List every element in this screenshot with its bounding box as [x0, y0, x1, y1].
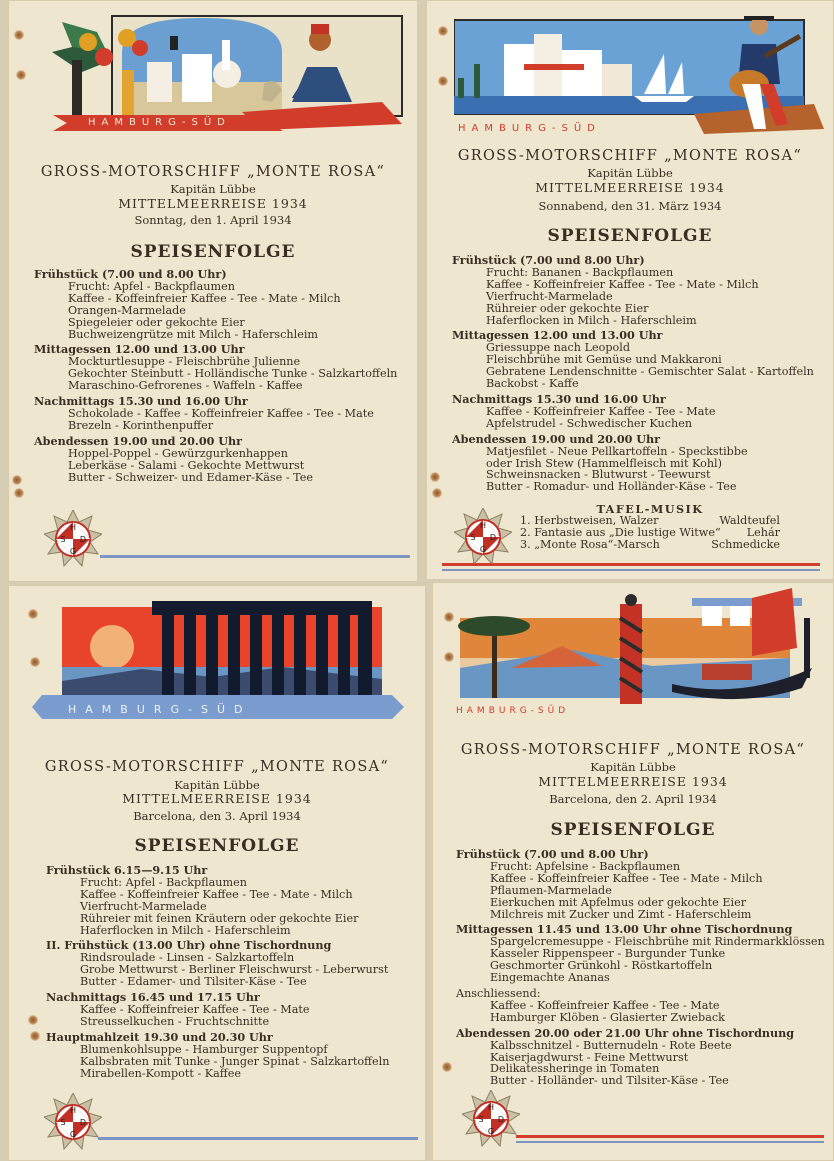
dish-line: Spiegeleier oder gekochte Eier [68, 315, 245, 329]
menu-list [46, 865, 389, 1083]
section-heading: Frühstück (7.00 und 8.00 Uhr) [34, 267, 227, 281]
dish-line: Kaffee - Koffeinfreier Kaffee - Tee - Mate [80, 1002, 310, 1016]
dish-line: oder Irish Stew (Hammelfleisch mit Kohl) [486, 456, 722, 470]
music-piece: 2. Fantasie aus „Die lustige Witwe“ [520, 526, 721, 539]
dish-line: Apfelstrudel - Schwedischer Kuchen [486, 416, 693, 430]
footer-rule [516, 1135, 824, 1138]
logo-letter-g: G [69, 547, 77, 556]
section-heading: Nachmittags 15.30 und 16.00 Uhr [34, 394, 248, 409]
dish-line: Vierfrucht-Marmelade [80, 899, 207, 913]
menu-title: SPEISENFOLGE [130, 242, 296, 262]
menu-section-lunch [456, 924, 825, 984]
dish-line: Kaffee - Koffeinfreier Kaffee - Tee - Mate - Milch [80, 887, 353, 901]
dish-line: Rühreier mit feinen Kräutern oder gekochte Eier [80, 911, 359, 925]
menu-section-afternoon [46, 992, 389, 1028]
section-heading: Hauptmahlzeit 19.30 und 20.30 Uhr [46, 1029, 273, 1044]
music-composer: Schmedicke [711, 538, 780, 551]
music-item [520, 539, 780, 551]
dish-line: Hamburger Klöben - Glasierter Zwieback [490, 1010, 725, 1024]
dish-line: Kalbsbraten mit Tunke - Junger Spinat - Salzkartoffeln [80, 1054, 390, 1068]
footer-rule [516, 1141, 824, 1143]
footer-rule [100, 555, 410, 558]
trip-title: MITTELMEERREISE 1934 [538, 774, 728, 789]
captain: Kapitän Lübbe [587, 166, 673, 180]
punch-hole [14, 30, 24, 40]
dish-line: Backobst - Kaffe [486, 377, 579, 391]
menu-date: Barcelona, den 3. April 1934 [133, 809, 301, 823]
punch-hole [430, 472, 440, 482]
dish-line: Rindsroulade - Linsen - Salzkartoffeln [80, 951, 295, 965]
dish-line: Brezeln - Korinthenpuffer [68, 418, 214, 432]
menu-title: SPEISENFOLGE [134, 836, 300, 856]
dish-line: Kaffee - Koffeinfreier Kaffee - Tee - Mate - Milch [68, 291, 341, 305]
dish-line: Kaffee - Koffeinfreier Kaffee - Tee - Mate [490, 998, 720, 1012]
dish-line: Haferflocken in Milch - Haferschleim [80, 923, 291, 937]
hsdg-star-logo [44, 1093, 102, 1151]
dish-line: Schweinsnacken - Blutwurst - Teewurst [486, 468, 711, 482]
menu-section-afternoon [452, 391, 814, 430]
dish-line: Kalbsschnitzel - Butternudeln - Rote Beete [490, 1038, 732, 1052]
menu-section-dinner [452, 431, 814, 494]
menu-date: Sonnabend, den 31. März 1934 [538, 199, 722, 213]
music-composer: Lehár [746, 526, 780, 539]
punch-hole [16, 70, 26, 80]
hsdg-star-logo [462, 1090, 520, 1148]
menu-section-afternoon [34, 396, 397, 432]
menu-section-lunch [34, 344, 397, 392]
menu-date: Sonntag, den 1. April 1934 [134, 213, 292, 227]
logo-letter-d: D [497, 1115, 505, 1124]
section-heading: Frühstück (7.00 und 8.00 Uhr) [456, 847, 649, 861]
menu-section-breakfast [452, 255, 814, 326]
dish-line: Kaffee - Koffeinfreier Kaffee - Tee - Mate - Milch [486, 277, 759, 291]
dish-line: Butter - Romadur- und Holländer-Käse - Tee [486, 480, 737, 494]
dish-line: Milchreis mit Zucker und Zimt - Haferschleim [490, 907, 752, 921]
brand-label: HAMBURG-SÜD [456, 706, 570, 716]
dish-line: Haferflocken in Milch - Haferschleim [486, 313, 697, 327]
dish-line: Grobe Mettwurst - Berliner Fleischwurst - Leberwurst [80, 963, 389, 977]
logo-letter-s: S [470, 533, 476, 542]
dish-line: Frucht: Bananen - Backpflaumen [486, 265, 674, 279]
trip-title: MITTELMEERREISE 1934 [535, 180, 725, 195]
dish-line: Gekochter Steinbutt - Holländische Tunke - Salzkartoffeln [68, 367, 398, 381]
logo-letter-d: D [489, 533, 497, 542]
menu-title: SPEISENFOLGE [547, 226, 713, 246]
dish-line: Spargelcremesuppe - Fleischbrühe mit Rindermarkklössen [490, 935, 825, 949]
punch-hole [30, 1031, 40, 1041]
dish-line: Orangen-Marmelade [68, 303, 186, 317]
menu-section-lunch [452, 330, 814, 390]
logo-letter-g: G [479, 545, 487, 554]
dish-line: Schokolade - Kaffee - Koffeinfreier Kaffee - Tee - Mate [68, 406, 374, 420]
punch-hole [14, 488, 24, 498]
section-heading: Abendessen 19.00 und 20.00 Uhr [34, 433, 243, 448]
section-heading: Mittagessen 11.45 und 13.00 Uhr ohne Tischordnung [456, 922, 793, 937]
hsdg-star-logo [454, 508, 512, 566]
logo-letter-s: S [478, 1115, 484, 1124]
menu-card-april-1 [8, 0, 418, 582]
ship-name: GROSS-MOTORSCHIFF „MONTE ROSA“ [457, 148, 803, 164]
menu-list [456, 849, 825, 1091]
menu-date: Barcelona, den 2. April 1934 [549, 792, 717, 806]
logo-letter-d: D [79, 1118, 87, 1127]
logo-letter-s: S [60, 1118, 66, 1127]
section-heading: Anschliessend: [456, 986, 541, 1000]
dish-line: Frucht: Apfelsine - Backpflaumen [490, 859, 681, 873]
dish-line: Eierkuchen mit Apfelmus oder gekochte Eier [490, 895, 747, 909]
section-heading: Frühstück 6.15—9.15 Uhr [46, 863, 208, 877]
trip-title: MITTELMEERREISE 1934 [122, 791, 312, 806]
menu-section-main-meal [46, 1029, 390, 1080]
logo-letter-h: H [479, 521, 487, 530]
punch-hole [438, 76, 448, 86]
dish-line: Maraschino-Gefrorenes - Waffeln - Kaffee [68, 379, 303, 393]
music-title: TAFEL-MUSIK [596, 502, 704, 516]
dish-line: Rühreier oder gekochte Eier [486, 301, 649, 315]
logo-letter-g: G [487, 1127, 495, 1136]
logo-letter-d: D [79, 535, 87, 544]
menu-section-second-breakfast [46, 940, 389, 988]
music-composer: Waldteufel [719, 514, 780, 527]
menu-list [34, 269, 397, 487]
menu-section-breakfast [46, 865, 389, 936]
dish-line: Geschmorter Grünkohl - Röstkartoffeln [490, 959, 713, 973]
dish-line: Delikatessheringe in Tomaten [490, 1062, 660, 1076]
menu-section-breakfast [456, 849, 825, 920]
dish-line: Hoppel-Poppel - Gewürzgurkenhappen [68, 446, 288, 460]
dish-line: Kasseler Rippenspeer - Burgunder Tunke [490, 947, 726, 961]
dish-line: Gebratene Lendenschnitte - Gemischter Salat - Kartoffeln [486, 365, 814, 379]
trip-title: MITTELMEERREISE 1934 [118, 196, 308, 211]
footer-rule [442, 569, 820, 571]
section-heading: Abendessen 20.00 oder 21.00 Uhr ohne Tischordnung [456, 1025, 795, 1040]
ship-name: GROSS-MOTORSCHIFF „MONTE ROSA“ [44, 759, 390, 775]
brand-label: HAMBURG-SÜD [88, 117, 231, 128]
punch-hole [432, 488, 442, 498]
punch-hole [438, 26, 448, 36]
dish-line: Butter - Edamer- und Tilsiter-Käse - Tee [80, 975, 307, 989]
captain: Kapitän Lübbe [170, 182, 256, 196]
dish-line: Mirabellen-Kompott - Kaffee [80, 1066, 241, 1080]
menu-section-breakfast [34, 269, 397, 340]
ship-name: GROSS-MOTORSCHIFF „MONTE ROSA“ [40, 164, 386, 180]
punch-hole [442, 1062, 452, 1072]
dish-line: Frucht: Apfel - Backpflaumen [80, 875, 247, 889]
brand-label: HAMBURG-SÜD [458, 123, 601, 134]
footer-rule [98, 1137, 418, 1140]
logo-letter-h: H [69, 1106, 77, 1115]
dish-line: Butter - Schweizer- und Edamer-Käse - Tee [68, 470, 313, 484]
ship-name: GROSS-MOTORSCHIFF „MONTE ROSA“ [460, 742, 806, 758]
section-heading: Abendessen 19.00 und 20.00 Uhr [452, 431, 661, 446]
punch-hole [28, 1015, 38, 1025]
music-piece: 1. Herbstweisen, Walzer [520, 514, 659, 527]
dish-line: Matjesfilet - Neue Pellkartoffeln - Speckstibbe [486, 444, 748, 458]
dish-line: Kaffee - Koffeinfreier Kaffee - Tee - Mate [486, 404, 716, 418]
dish-line: Fleischbrühe mit Gemüse und Makkaroni [486, 353, 722, 367]
punch-hole [12, 475, 22, 485]
section-heading: Nachmittags 16.45 und 17.15 Uhr [46, 990, 260, 1005]
dish-line: Griessuppe nach Leopold [486, 341, 630, 355]
section-heading: Mittagessen 12.00 und 13.00 Uhr [34, 342, 245, 357]
section-heading: Mittagessen 12.00 und 13.00 Uhr [452, 328, 663, 343]
menu-card-march-31 [426, 0, 834, 580]
section-heading: Nachmittags 15.30 und 16.00 Uhr [452, 391, 666, 406]
menu-card-april-2 [432, 582, 834, 1161]
dish-line: Butter - Holländer- und Tilsiter-Käse - Tee [490, 1074, 729, 1088]
dish-line: Streusselkuchen - Fruchtschnitte [80, 1014, 270, 1028]
dish-line: Kaffee - Koffeinfreier Kaffee - Tee - Mate - Milch [490, 871, 763, 885]
dish-line: Kaiserjagdwurst - Feine Mettwurst [490, 1050, 689, 1064]
dish-line: Vierfrucht-Marmelade [486, 289, 613, 303]
logo-letter-h: H [487, 1103, 495, 1112]
captain: Kapitän Lübbe [590, 760, 676, 774]
menu-list [452, 255, 814, 497]
section-heading: II. Frühstück (13.00 Uhr) ohne Tischordnung [46, 938, 332, 953]
menu-card-april-3 [8, 585, 426, 1161]
logo-letter-g: G [69, 1130, 77, 1139]
menu-section-dinner [34, 433, 397, 484]
footer-rule [442, 563, 820, 566]
dish-line: Mockturtlesuppe - Fleischbrühe Julienne [68, 355, 301, 369]
dish-line: Buchweizengrütze mit Milch - Haferschleim [68, 327, 319, 341]
captain: Kapitän Lübbe [174, 778, 260, 792]
brand-label: HAMBURG-SÜD [68, 703, 252, 716]
section-heading: Frühstück (7.00 und 8.00 Uhr) [452, 253, 645, 267]
menu-section-afterwards [456, 988, 825, 1024]
table-music [520, 503, 780, 551]
logo-letter-s: S [60, 535, 66, 544]
music-piece: 3. „Monte Rosa“-Marsch [520, 538, 660, 551]
dish-line: Leberkäse - Salami - Gekochte Mettwurst [68, 458, 305, 472]
dish-line: Blumenkohlsuppe - Hamburger Suppentopf [80, 1042, 328, 1056]
dish-line: Pflaumen-Marmelade [490, 883, 612, 897]
menu-section-dinner [456, 1025, 825, 1088]
dish-line: Frucht: Apfel - Backpflaumen [68, 279, 235, 293]
logo-letter-h: H [69, 523, 77, 532]
dish-line: Eingemachte Ananas [490, 971, 610, 985]
header-illustration-venice [452, 588, 830, 716]
hsdg-star-logo [44, 510, 102, 568]
menu-title: SPEISENFOLGE [550, 820, 716, 840]
